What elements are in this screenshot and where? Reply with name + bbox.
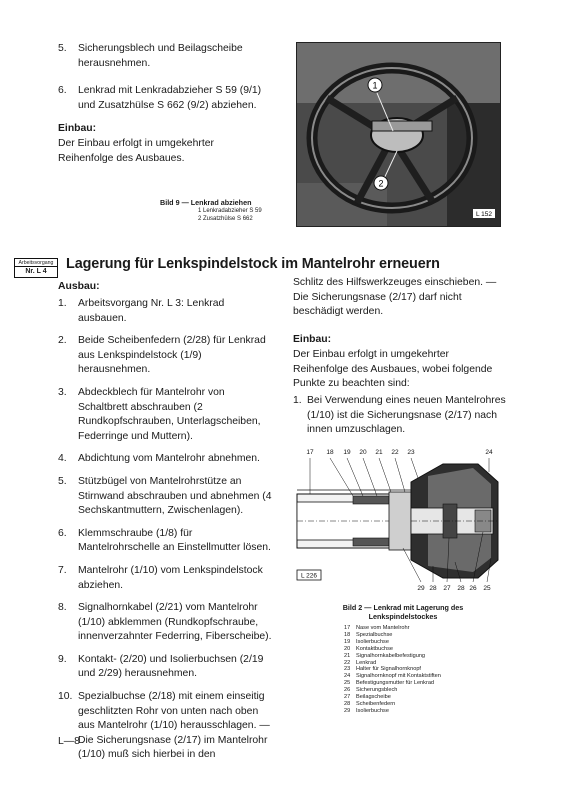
step-number: 1. — [293, 395, 302, 406]
diagram-callout: 17 — [306, 449, 314, 456]
list-item — [58, 653, 273, 682]
step-number: 3. — [58, 386, 67, 398]
legend-text: Beilagscheibe — [356, 694, 391, 701]
legend-text: Signalhornknopf mit Kontaktstiften — [356, 673, 441, 680]
step-text: Kontakt- (2/20) und Isolierbuchsen (2/19 und 2/29) herausnehmen. — [78, 653, 264, 680]
list-item — [58, 527, 273, 556]
legend-number: 17 — [344, 625, 351, 631]
page-number: L—8 — [58, 736, 80, 747]
list-item — [58, 564, 273, 593]
top-step-list — [58, 42, 276, 113]
step-number: 8. — [58, 602, 67, 614]
step-number: 6. — [58, 527, 67, 539]
top-einbau-heading: Einbau: — [58, 123, 97, 134]
einbau-text: Der Einbau erfolgt in umgekehrter Reihenfolge des Ausbaues, wobei folgende Punkte zu beachten sind: — [293, 349, 493, 390]
step-text: Abdeckblech für Mantelrohr von Schaltbrett abschrauben (2 Rundkopfschrauben, Unterlagscheiben, Federringe und Muttern). — [78, 386, 261, 442]
einbau-heading: Einbau: — [293, 334, 332, 345]
procedure-tag — [14, 258, 58, 278]
figure-2-caption-line1: Bild 2 — Lenkrad mit Lagerung des — [342, 603, 464, 612]
continued-text: Schlitz des Hilfswerkzeuges einschieben. — Die Sicherungsnase (2/17) darf nicht beschädigt werden. — [293, 277, 497, 318]
legend-text: Nase vom Mantelrohr — [356, 625, 410, 631]
step-text: Arbeitsvorgang Nr. L 3: Lenkrad ausbauen. — [78, 298, 225, 324]
step-number: 4. — [58, 453, 67, 465]
figure-2-caption-line2: Lenkspindelstockes — [368, 612, 438, 621]
legend-text: Spezialbuchse — [356, 631, 393, 638]
legend-number: 24 — [344, 673, 351, 680]
einbau-step-list — [293, 394, 507, 438]
list-item — [58, 42, 276, 71]
step-text: Lenkrad mit Lenkradabzieher S 59 (9/1) und Zusatzhülse S 662 (9/2) abziehen. — [78, 85, 262, 111]
step-text: Spezialbuchse (2/18) mit einem einseitig geschlitzten Rohr von unten nach oben aus Mantelrohr (1/10) herausschlagen. — Die Sicherungsnase (2/17) im Mantelrohr (1/10) muß sich hierbei in den — [78, 691, 270, 761]
ausbau-steps — [58, 297, 273, 771]
list-item — [58, 601, 273, 645]
step-number: 7. — [58, 564, 67, 576]
section-title: Lagerung für Lenkspindelstock im Mantelrohr erneuern — [66, 256, 440, 272]
legend-text: Lenkrad — [356, 659, 377, 666]
legend-item — [344, 680, 494, 687]
legend-item — [344, 632, 494, 639]
legend-number: 22 — [344, 659, 351, 666]
diagram-callout: 21 — [375, 449, 383, 456]
legend-text: Scheibenfedern — [356, 700, 396, 707]
diagram-callout: 22 — [391, 449, 399, 456]
steering-wheel-illustration — [297, 43, 500, 226]
legend-item — [344, 673, 494, 680]
legend-item — [344, 687, 494, 694]
top-einbau-text: Der Einbau erfolgt in umgekehrter Reihenfolge des Ausbaues. — [58, 138, 214, 164]
diagram-callout: 28 — [429, 585, 437, 592]
legend-number: 23 — [344, 666, 351, 673]
cross-section-illustration — [293, 442, 507, 602]
procedure-tag-number: Nr. L 4 — [25, 268, 47, 275]
diagram-callout: 28 — [457, 585, 465, 592]
step-text: Signalhornkabel (2/21) vom Mantelrohr (1/10) abklemmen (Rundkopfschraube, innenverzahnter Federring, Fiberscheibe). — [78, 602, 272, 643]
list-item — [58, 297, 273, 326]
step-text: Abdichtung vom Mantelrohr abnehmen. — [78, 453, 260, 465]
ausbau-heading: Ausbau: — [58, 281, 100, 292]
figure-9-legend — [198, 208, 296, 223]
diagram-callout: 29 — [417, 585, 425, 592]
legend-item — [344, 639, 494, 646]
list-item — [58, 386, 273, 444]
diagram-tag: L 226 — [300, 572, 318, 580]
legend-text: Sicherungsblech — [356, 687, 398, 694]
legend-number: 29 — [344, 707, 351, 714]
legend-number: 26 — [344, 687, 351, 694]
list-item — [293, 394, 507, 438]
step-number: 2. — [58, 335, 67, 347]
diagram-callout: 25 — [483, 585, 491, 592]
legend-text: Signalhornkabelbefestigung — [356, 652, 426, 659]
diagram-callout: 26 — [469, 585, 477, 592]
list-item — [58, 690, 273, 763]
legend-item — [344, 653, 494, 660]
step-text: Beide Scheibenfedern (2/28) für Lenkrad aus Lenkspindelstock (1/9) herausnehmen. — [78, 335, 266, 376]
list-item — [58, 334, 273, 378]
diagram-callout: 20 — [359, 449, 367, 456]
figure-2-legend — [344, 625, 494, 715]
step-number: 10. — [58, 691, 73, 703]
legend-item — [344, 701, 494, 708]
figure-2-caption — [318, 603, 488, 621]
diagram-callout: 23 — [407, 449, 415, 456]
diagram-callout: 27 — [443, 585, 451, 592]
step-text: Sicherungsblech und Beilagscheibe herausnehmen. — [78, 43, 243, 69]
legend-text: Isolierbuchse — [356, 638, 389, 645]
einbau-step — [293, 394, 507, 446]
legend-number: 20 — [344, 645, 351, 652]
step-number: 1. — [58, 298, 67, 309]
procedure-tag-label: Arbeitsvorgang — [15, 260, 57, 267]
legend-item — [344, 646, 494, 653]
diagram-callout: 24 — [485, 449, 493, 456]
step-number: 5. — [58, 475, 67, 487]
legend-number: 25 — [344, 680, 351, 687]
legend-item — [344, 625, 494, 632]
step-number: 9. — [58, 653, 67, 665]
legend-item: 1 Lenkradabzieher S 59 — [198, 208, 262, 214]
diagram-callout: 18 — [326, 449, 334, 456]
step-text: Mantelrohr (1/10) vom Lenkspindelstock abziehen. — [78, 564, 263, 591]
top-steps — [58, 42, 276, 121]
legend-number: 18 — [344, 631, 351, 638]
legend-number: 21 — [344, 652, 351, 659]
callout-1: 1 — [372, 80, 378, 91]
legend-text: Halter für Signalhornknopf — [356, 666, 421, 673]
legend-number: 19 — [344, 638, 351, 645]
diagram-callout: 19 — [343, 449, 351, 456]
legend-item: 2 Zusatzhülse S 662 — [198, 215, 253, 222]
step-text: Stützbügel von Mantelrohrstütze an Stirnwand abschrauben und abnehmen (4 Sechskantmuttern, Zwischenlagen). — [78, 475, 272, 517]
legend-item — [344, 708, 494, 715]
ausbau-step-list — [58, 297, 273, 763]
list-item — [58, 452, 273, 467]
step-text: Bei Verwendung eines neuen Mantelrohres (1/10) ist die Sicherungsnase (2/17) nach innen umzuschlagen. — [307, 395, 506, 436]
step-number: 6. — [58, 85, 67, 97]
steering-column-diagram — [293, 442, 507, 602]
step-number: 5. — [58, 43, 67, 54]
photo-tag: L 152 — [475, 211, 493, 218]
legend-item — [344, 666, 494, 673]
list-item — [58, 475, 273, 519]
step-text: Klemmschraube (1/8) für Mantelrohrschelle an Einstellmutter lösen. — [78, 527, 271, 554]
callout-2: 2 — [378, 178, 384, 189]
legend-text: Befestigungsmutter für Lenkrad — [356, 680, 435, 687]
legend-item — [344, 694, 494, 701]
legend-number: 27 — [344, 694, 351, 701]
legend-text: Isolierbuchse — [356, 707, 389, 714]
legend-text: Kontaktbuchse — [356, 645, 394, 652]
legend-list — [344, 625, 494, 715]
legend-item — [344, 660, 494, 667]
figure-9-caption: Bild 9 — Lenkrad abziehen — [160, 198, 252, 207]
steering-wheel-photo — [296, 42, 501, 227]
list-item — [58, 84, 276, 113]
legend-number: 28 — [344, 700, 351, 707]
